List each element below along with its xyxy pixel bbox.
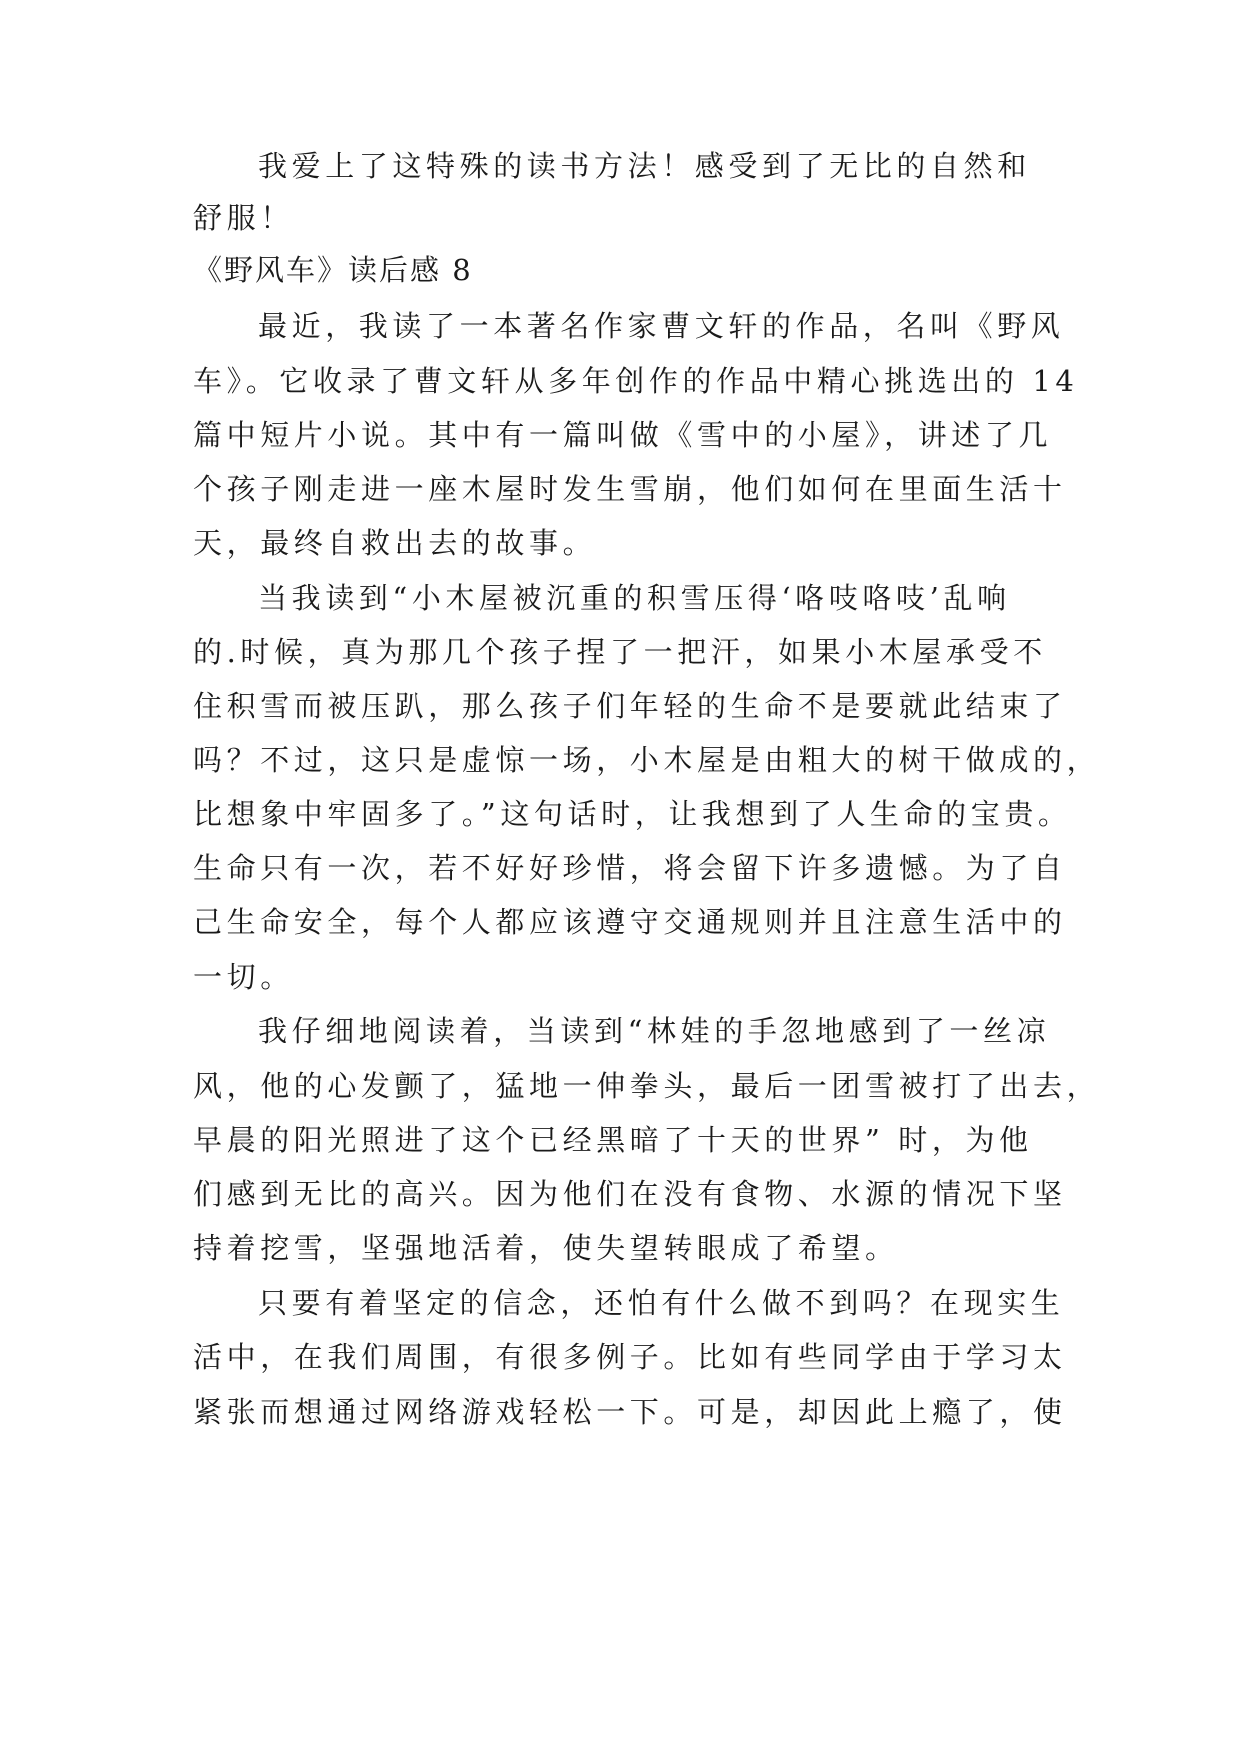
paragraph-line: 当我读到“小木屋被沉重的积雪压得‘咯吱咯吱’乱响 [258,581,1011,615]
paragraph-line: 篇中短片小说。其中有一篇叫做《雪中的小屋》，讲述了几 [193,418,1053,452]
paragraph-line: 风，他的心发颤了，猛地一伸拳头，最后一团雪被打了出去， [193,1069,1101,1103]
paragraph-line: 个孩子刚走进一座木屋时发生雪崩，他们如何在里面生活十 [193,472,1067,506]
paragraph-line: 生命只有一次，若不好好珍惜，将会留下许多遗憾。为了自 [193,851,1067,885]
paragraph-line: 们感到无比的高兴。因为他们在没有食物、水源的情况下坚 [193,1177,1067,1211]
paragraph-line: 早晨的阳光照进了这个已经黑暗了十天的世界” 时，为他 [193,1123,1033,1157]
paragraph-line: 活中，在我们周围，有很多例子。比如有些同学由于学习太 [193,1340,1067,1374]
paragraph-line: 己生命安全，每个人都应该遵守交通规则并且注意生活中的 [193,905,1067,939]
paragraph-line: 舒服！ [193,201,294,235]
paragraph-line: 吗？不过，这只是虚惊一场，小木屋是由粗大的树干做成的， [193,743,1101,777]
paragraph-line: 我仔细地阅读着，当读到“林娃的手忽地感到了一丝凉 [258,1014,1051,1048]
paragraph-line: 住积雪而被压趴，那么孩子们年轻的生命不是要就此结束了 [193,689,1067,723]
paragraph-line: 一切。 [193,960,294,994]
paragraph-line: 我爱上了这特殊的读书方法！感受到了无比的自然和 [258,149,1031,183]
section-heading: 《野风车》读后感 8 [193,253,473,287]
paragraph-line: 比想象中牢固多了。”这句话时，让我想到了人生命的宝贵。 [193,797,1072,831]
paragraph-line: 紧张而想通过网络游戏轻松一下。可是，却因此上瘾了，使 [193,1395,1067,1429]
paragraph-line: 最近，我读了一本著名作家曹文轩的作品，名叫《野风 [258,309,1065,343]
paragraph-line: 的.时候，真为那几个孩子捏了一把汗，如果小木屋承受不 [193,635,1047,669]
paragraph-line: 持着挖雪，坚强地活着，使失望转眼成了希望。 [193,1231,899,1265]
paragraph-line: 车》。它收录了曹文轩从多年创作的作品中精心挑选出的 14 [193,364,1079,398]
paragraph-line: 只要有着坚定的信念，还怕有什么做不到吗？在现实生 [258,1286,1065,1320]
paragraph-line: 天，最终自救出去的故事。 [193,526,597,560]
